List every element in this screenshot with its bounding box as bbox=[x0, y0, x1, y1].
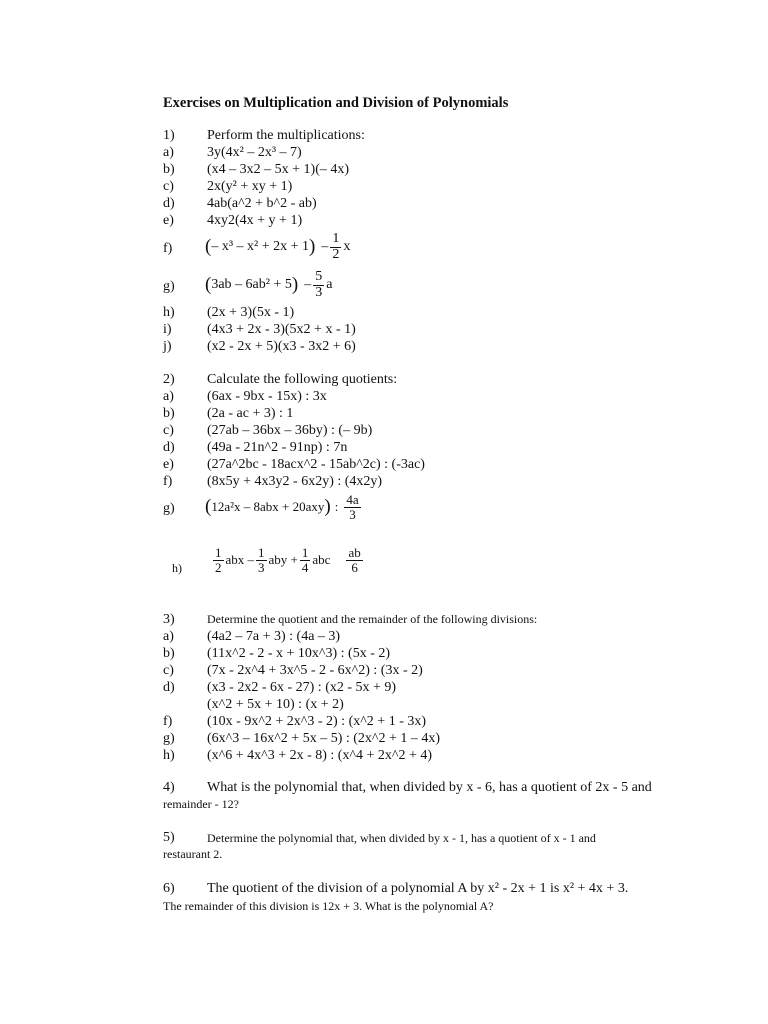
math-polynomial: 3ab – 6ab² + 5 bbox=[211, 277, 292, 292]
section-4-text: What is the polynomial that, when divided by x - 6, has a quotient of 2x - 5 and bbox=[207, 780, 652, 795]
item-expression: (27a^2bc - 18acx^2 - 15ab^2c) : (-3ac) bbox=[207, 457, 425, 472]
section-2-prompt: Calculate the following quotients: bbox=[207, 372, 398, 387]
item-expression: (10x - 9x^2 + 2x^3 - 2) : (x^2 + 1 - 3x) bbox=[207, 714, 427, 729]
item-label: e) bbox=[163, 213, 174, 228]
item-expression: (27ab – 36bx – 36by) : (– 9b) bbox=[207, 423, 373, 438]
item-label: d) bbox=[163, 440, 175, 455]
item-expression: (2a - ac + 3) : 1 bbox=[207, 406, 294, 421]
fraction: $\frac{1}{2}$ bbox=[215, 544, 222, 575]
item-label: a) bbox=[163, 629, 174, 644]
item-label: b) bbox=[163, 406, 175, 421]
item-label: e) bbox=[163, 457, 174, 472]
item-expression: (4a2 – 7a + 3) : (4a – 3) bbox=[207, 629, 341, 644]
math-expression-2h bbox=[211, 541, 365, 579]
math-expression-2g: ( 12a²x – 8abx + 20axy ) : $\frac{4a}{3}$ bbox=[205, 491, 359, 522]
item-label: f) bbox=[163, 714, 173, 729]
item-label: i) bbox=[163, 322, 172, 337]
item-label: d) bbox=[163, 680, 175, 695]
item-label: g) bbox=[163, 731, 175, 746]
item-expression: 3y(4x² – 2x³ – 7) bbox=[207, 145, 302, 160]
item-expression: 4ab(a^2 + b^2 - ab) bbox=[207, 196, 317, 211]
item-label: g) bbox=[163, 501, 175, 516]
math-polynomial: – x³ – x² + 2x + 1 bbox=[211, 239, 310, 254]
section-3-prompt: Determine the quotient and the remainder of the following divisions: bbox=[207, 612, 538, 626]
section-3-number: 3) bbox=[163, 612, 175, 627]
item-expression: (2x + 3)(5x - 1) bbox=[207, 305, 295, 320]
math-term: aby + bbox=[268, 552, 298, 567]
item-label: a) bbox=[163, 145, 174, 160]
item-label: h) bbox=[172, 561, 182, 575]
section-6-text-cont: The remainder of this division is 12x + 3. What is the polynomial A? bbox=[163, 899, 494, 913]
math-variable: a bbox=[326, 277, 333, 292]
section-2-number: 2) bbox=[163, 372, 175, 387]
item-label: d) bbox=[163, 196, 175, 211]
item-label: b) bbox=[163, 162, 175, 177]
math-variable: x bbox=[343, 239, 351, 254]
section-4-number: 4) bbox=[163, 780, 175, 795]
section-5-text: Determine the polynomial that, when divided by x - 1, has a quotient of x - 1 and bbox=[207, 831, 596, 845]
section-1-prompt: Perform the multiplications: bbox=[207, 128, 365, 143]
item-label: b) bbox=[163, 646, 175, 661]
item-label: c) bbox=[163, 423, 174, 438]
math-term: abc bbox=[312, 552, 331, 567]
math-term: abx – bbox=[225, 552, 255, 567]
fraction: $\frac{5}{3}$ bbox=[315, 268, 323, 300]
item-expression: (6x^3 – 16x^2 + 5x – 5) : (2x^2 + 1 – 4x) bbox=[207, 731, 441, 746]
section-4-text-cont: remainder - 12? bbox=[163, 797, 239, 811]
math-operator: – bbox=[304, 277, 312, 292]
item-expression: (49a - 21n^2 - 91np) : 7n bbox=[207, 440, 348, 455]
item-expression: (8x5y + 4x3y2 - 6x2y) : (4x2y) bbox=[207, 474, 383, 489]
item-expression: (6ax - 9bx - 15x) : 3x bbox=[207, 389, 327, 404]
section-6-text: The quotient of the division of a polynomial A by x² - 2x + 1 is x² + 4x + 3. bbox=[207, 881, 629, 896]
section-5-text-cont: restaurant 2. bbox=[163, 847, 223, 861]
item-expression: (11x^2 - 2 - x + 10x^3) : (5x - 2) bbox=[207, 646, 391, 661]
item-expression: 4xy2(4x + y + 1) bbox=[207, 213, 303, 228]
item-expression: 2x(y² + xy + 1) bbox=[207, 179, 293, 194]
item-expression: (x4 – 3x2 – 5x + 1)(– 4x) bbox=[207, 162, 350, 177]
item-expression: (x2 - 2x + 5)(x3 - 3x2 + 6) bbox=[207, 339, 356, 354]
fraction: $\frac{1}{4}$ bbox=[301, 544, 309, 575]
fraction: $\frac{1}{3}$ bbox=[258, 544, 265, 575]
item-label: c) bbox=[163, 663, 174, 678]
item-label: f) bbox=[163, 474, 173, 489]
item-label: c) bbox=[163, 179, 174, 194]
item-expression: (x^6 + 4x^3 + 2x - 8) : (x^4 + 2x^2 + 4) bbox=[207, 748, 433, 763]
item-label: a) bbox=[163, 389, 174, 404]
item-label: j) bbox=[163, 339, 172, 354]
math-expression-1f: ( – x³ – x² + 2x + 1 ) – $\frac{1}{2}$ x bbox=[205, 230, 351, 262]
section-6-number: 6) bbox=[163, 881, 175, 896]
fraction: $\frac{4a}{3}$ bbox=[346, 491, 359, 522]
item-expression: (x^2 + 5x + 10) : (x + 2) bbox=[207, 697, 344, 712]
fraction: $\frac{1}{2}$ bbox=[332, 230, 340, 262]
math-operator: : bbox=[334, 499, 339, 514]
item-label: h) bbox=[163, 748, 175, 763]
fraction: $\frac{ab}{6}$ bbox=[348, 544, 361, 575]
item-expression: (4x3 + 2x - 3)(5x2 + x - 1) bbox=[207, 322, 356, 337]
math-polynomial: 12a²x – 8abx + 20axy bbox=[211, 499, 325, 514]
item-expression: (x3 - 2x2 - 6x - 27) : (x2 - 5x + 9) bbox=[207, 680, 397, 695]
item-expression: (7x - 2x^4 + 3x^5 - 2 - 6x^2) : (3x - 2) bbox=[207, 663, 423, 678]
math-expression-1g: ( 3ab – 6ab² + 5 ) – $\frac{5}{3}$ a bbox=[205, 268, 333, 300]
section-5-number: 5) bbox=[163, 830, 175, 845]
item-label: f) bbox=[163, 241, 173, 256]
page-title: Exercises on Multiplication and Division of Polynomials bbox=[163, 95, 509, 111]
math-operator: – bbox=[321, 239, 329, 254]
item-label: h) bbox=[163, 305, 175, 320]
item-label: g) bbox=[163, 279, 175, 294]
section-1-number: 1) bbox=[163, 128, 175, 143]
